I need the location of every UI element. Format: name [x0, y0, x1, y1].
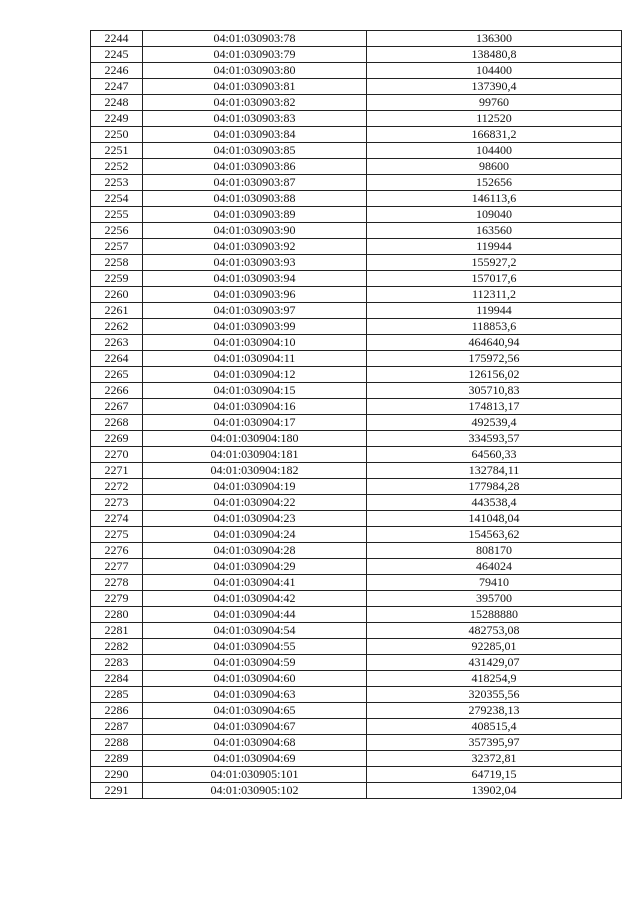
row-number-cell: 2269: [91, 431, 143, 447]
cadastral-number-cell: 04:01:030904:181: [143, 447, 367, 463]
row-number-cell: 2276: [91, 543, 143, 559]
table-row: [91, 31, 622, 47]
row-number-cell: 2262: [91, 319, 143, 335]
cadastral-value-cell: 13902,04: [367, 783, 622, 799]
table-row: [91, 591, 622, 607]
row-number-cell: 2285: [91, 687, 143, 703]
row-number-cell: 2282: [91, 639, 143, 655]
cadastral-value-cell: 175972,56: [367, 351, 622, 367]
row-number-cell: 2245: [91, 47, 143, 63]
cadastral-value-cell: 154563,62: [367, 527, 622, 543]
cadastral-number-cell: 04:01:030903:78: [143, 31, 367, 47]
table-row: [91, 479, 622, 495]
cadastral-value-cell: 146113,6: [367, 191, 622, 207]
row-number-cell: 2286: [91, 703, 143, 719]
table-row: [91, 559, 622, 575]
table-row: [91, 383, 622, 399]
table-row: [91, 255, 622, 271]
cadastral-number-cell: 04:01:030904:28: [143, 543, 367, 559]
row-number-cell: 2273: [91, 495, 143, 511]
cadastral-number-cell: 04:01:030904:12: [143, 367, 367, 383]
cadastral-value-cell: 112311,2: [367, 287, 622, 303]
table-row: [91, 271, 622, 287]
cadastral-value-cell: 443538,4: [367, 495, 622, 511]
table-row: [91, 239, 622, 255]
row-number-cell: 2257: [91, 239, 143, 255]
row-number-cell: 2291: [91, 783, 143, 799]
cadastral-value-cell: 104400: [367, 63, 622, 79]
row-number-cell: 2261: [91, 303, 143, 319]
cadastral-number-cell: 04:01:030903:93: [143, 255, 367, 271]
cadastral-value-cell: 136300: [367, 31, 622, 47]
cadastral-number-cell: 04:01:030904:11: [143, 351, 367, 367]
cadastral-value-cell: 126156,02: [367, 367, 622, 383]
cadastral-value-cell: 32372,81: [367, 751, 622, 767]
row-number-cell: 2244: [91, 31, 143, 47]
cadastral-value-cell: 109040: [367, 207, 622, 223]
row-number-cell: 2283: [91, 655, 143, 671]
table-row: [91, 511, 622, 527]
row-number-cell: 2277: [91, 559, 143, 575]
cadastral-number-cell: 04:01:030903:94: [143, 271, 367, 287]
table-row: [91, 111, 622, 127]
cadastral-number-cell: 04:01:030904:19: [143, 479, 367, 495]
cadastral-number-cell: 04:01:030903:97: [143, 303, 367, 319]
table-row: [91, 575, 622, 591]
row-number-cell: 2260: [91, 287, 143, 303]
cadastral-value-cell: 79410: [367, 575, 622, 591]
cadastral-value-cell: 138480,8: [367, 47, 622, 63]
table-row: [91, 783, 622, 799]
cadastral-value-cell: 320355,56: [367, 687, 622, 703]
cadastral-value-cell: 137390,4: [367, 79, 622, 95]
cadastral-value-cell: 118853,6: [367, 319, 622, 335]
table-row: [91, 95, 622, 111]
cadastral-value-cell: 279238,13: [367, 703, 622, 719]
table-row: [91, 47, 622, 63]
cadastral-value-cell: 305710,83: [367, 383, 622, 399]
table-row: [91, 623, 622, 639]
table-row: [91, 159, 622, 175]
cadastral-number-cell: 04:01:030903:83: [143, 111, 367, 127]
table-row: [91, 735, 622, 751]
table-row: [91, 751, 622, 767]
table-row: [91, 223, 622, 239]
cadastral-number-cell: 04:01:030904:15: [143, 383, 367, 399]
cadastral-value-cell: 163560: [367, 223, 622, 239]
cadastral-value-cell: 64719,15: [367, 767, 622, 783]
cadastral-number-cell: 04:01:030904:10: [143, 335, 367, 351]
cadastral-number-cell: 04:01:030904:44: [143, 607, 367, 623]
row-number-cell: 2278: [91, 575, 143, 591]
row-number-cell: 2268: [91, 415, 143, 431]
row-number-cell: 2255: [91, 207, 143, 223]
cadastral-value-cell: 112520: [367, 111, 622, 127]
table-row: [91, 639, 622, 655]
cadastral-value-cell: 492539,4: [367, 415, 622, 431]
table-row: [91, 351, 622, 367]
cadastral-number-cell: 04:01:030903:96: [143, 287, 367, 303]
cadastral-value-cell: 418254,9: [367, 671, 622, 687]
cadastral-value-table: [90, 30, 622, 799]
row-number-cell: 2259: [91, 271, 143, 287]
cadastral-value-cell: 119944: [367, 239, 622, 255]
table-row: [91, 79, 622, 95]
cadastral-number-cell: 04:01:030903:87: [143, 175, 367, 191]
row-number-cell: 2287: [91, 719, 143, 735]
cadastral-value-cell: 357395,97: [367, 735, 622, 751]
row-number-cell: 2256: [91, 223, 143, 239]
cadastral-value-cell: 64560,33: [367, 447, 622, 463]
row-number-cell: 2258: [91, 255, 143, 271]
cadastral-number-cell: 04:01:030904:41: [143, 575, 367, 591]
row-number-cell: 2246: [91, 63, 143, 79]
cadastral-value-cell: 141048,04: [367, 511, 622, 527]
cadastral-value-cell: 104400: [367, 143, 622, 159]
table-row: [91, 527, 622, 543]
cadastral-number-cell: 04:01:030903:84: [143, 127, 367, 143]
table-row: [91, 399, 622, 415]
cadastral-value-cell: 15288880: [367, 607, 622, 623]
table-row: [91, 687, 622, 703]
cadastral-value-cell: 132784,11: [367, 463, 622, 479]
cadastral-value-cell: 177984,28: [367, 479, 622, 495]
table-row: [91, 447, 622, 463]
cadastral-number-cell: 04:01:030904:65: [143, 703, 367, 719]
row-number-cell: 2263: [91, 335, 143, 351]
cadastral-number-cell: 04:01:030904:60: [143, 671, 367, 687]
cadastral-value-cell: 408515,4: [367, 719, 622, 735]
row-number-cell: 2280: [91, 607, 143, 623]
cadastral-number-cell: 04:01:030905:102: [143, 783, 367, 799]
table-row: [91, 463, 622, 479]
table-row: [91, 703, 622, 719]
row-number-cell: 2271: [91, 463, 143, 479]
table-row: [91, 175, 622, 191]
table-row: [91, 143, 622, 159]
cadastral-number-cell: 04:01:030903:89: [143, 207, 367, 223]
row-number-cell: 2274: [91, 511, 143, 527]
table-row: [91, 303, 622, 319]
cadastral-number-cell: 04:01:030904:67: [143, 719, 367, 735]
table-row: [91, 671, 622, 687]
table-body: [91, 31, 622, 799]
cadastral-number-cell: 04:01:030904:17: [143, 415, 367, 431]
cadastral-number-cell: 04:01:030903:92: [143, 239, 367, 255]
cadastral-value-cell: 431429,07: [367, 655, 622, 671]
table-row: [91, 431, 622, 447]
cadastral-number-cell: 04:01:030903:81: [143, 79, 367, 95]
cadastral-number-cell: 04:01:030904:69: [143, 751, 367, 767]
cadastral-value-cell: 155927,2: [367, 255, 622, 271]
row-number-cell: 2252: [91, 159, 143, 175]
cadastral-number-cell: 04:01:030904:24: [143, 527, 367, 543]
cadastral-value-cell: 482753,08: [367, 623, 622, 639]
row-number-cell: 2247: [91, 79, 143, 95]
cadastral-number-cell: 04:01:030904:42: [143, 591, 367, 607]
cadastral-value-cell: 119944: [367, 303, 622, 319]
cadastral-number-cell: 04:01:030903:79: [143, 47, 367, 63]
cadastral-value-cell: 464024: [367, 559, 622, 575]
cadastral-number-cell: 04:01:030903:90: [143, 223, 367, 239]
table-row: [91, 287, 622, 303]
row-number-cell: 2267: [91, 399, 143, 415]
row-number-cell: 2281: [91, 623, 143, 639]
row-number-cell: 2279: [91, 591, 143, 607]
table-row: [91, 207, 622, 223]
table-row: [91, 335, 622, 351]
cadastral-number-cell: 04:01:030904:16: [143, 399, 367, 415]
cadastral-value-cell: 98600: [367, 159, 622, 175]
cadastral-number-cell: 04:01:030903:99: [143, 319, 367, 335]
cadastral-value-cell: 808170: [367, 543, 622, 559]
cadastral-value-cell: 152656: [367, 175, 622, 191]
row-number-cell: 2266: [91, 383, 143, 399]
table-row: [91, 495, 622, 511]
cadastral-number-cell: 04:01:030905:101: [143, 767, 367, 783]
row-number-cell: 2248: [91, 95, 143, 111]
cadastral-value-cell: 334593,57: [367, 431, 622, 447]
table-row: [91, 543, 622, 559]
cadastral-value-cell: 99760: [367, 95, 622, 111]
row-number-cell: 2250: [91, 127, 143, 143]
row-number-cell: 2270: [91, 447, 143, 463]
table-row: [91, 367, 622, 383]
table-row: [91, 415, 622, 431]
cadastral-number-cell: 04:01:030903:85: [143, 143, 367, 159]
row-number-cell: 2284: [91, 671, 143, 687]
cadastral-number-cell: 04:01:030904:54: [143, 623, 367, 639]
row-number-cell: 2290: [91, 767, 143, 783]
row-number-cell: 2288: [91, 735, 143, 751]
table-row: [91, 607, 622, 623]
cadastral-number-cell: 04:01:030904:180: [143, 431, 367, 447]
cadastral-number-cell: 04:01:030903:82: [143, 95, 367, 111]
row-number-cell: 2289: [91, 751, 143, 767]
cadastral-value-cell: 92285,01: [367, 639, 622, 655]
table-row: [91, 63, 622, 79]
cadastral-number-cell: 04:01:030904:182: [143, 463, 367, 479]
cadastral-number-cell: 04:01:030904:68: [143, 735, 367, 751]
cadastral-number-cell: 04:01:030904:55: [143, 639, 367, 655]
table-row: [91, 127, 622, 143]
cadastral-value-cell: 174813,17: [367, 399, 622, 415]
row-number-cell: 2251: [91, 143, 143, 159]
cadastral-number-cell: 04:01:030903:88: [143, 191, 367, 207]
cadastral-number-cell: 04:01:030903:80: [143, 63, 367, 79]
table-row: [91, 191, 622, 207]
row-number-cell: 2264: [91, 351, 143, 367]
cadastral-number-cell: 04:01:030904:22: [143, 495, 367, 511]
cadastral-value-cell: 166831,2: [367, 127, 622, 143]
cadastral-value-cell: 464640,94: [367, 335, 622, 351]
table-row: [91, 655, 622, 671]
row-number-cell: 2254: [91, 191, 143, 207]
cadastral-number-cell: 04:01:030903:86: [143, 159, 367, 175]
cadastral-number-cell: 04:01:030904:63: [143, 687, 367, 703]
row-number-cell: 2253: [91, 175, 143, 191]
cadastral-value-cell: 395700: [367, 591, 622, 607]
cadastral-number-cell: 04:01:030904:23: [143, 511, 367, 527]
row-number-cell: 2275: [91, 527, 143, 543]
row-number-cell: 2249: [91, 111, 143, 127]
row-number-cell: 2272: [91, 479, 143, 495]
table-row: [91, 767, 622, 783]
row-number-cell: 2265: [91, 367, 143, 383]
cadastral-number-cell: 04:01:030904:59: [143, 655, 367, 671]
cadastral-value-cell: 157017,6: [367, 271, 622, 287]
table-row: [91, 319, 622, 335]
table-row: [91, 719, 622, 735]
cadastral-number-cell: 04:01:030904:29: [143, 559, 367, 575]
